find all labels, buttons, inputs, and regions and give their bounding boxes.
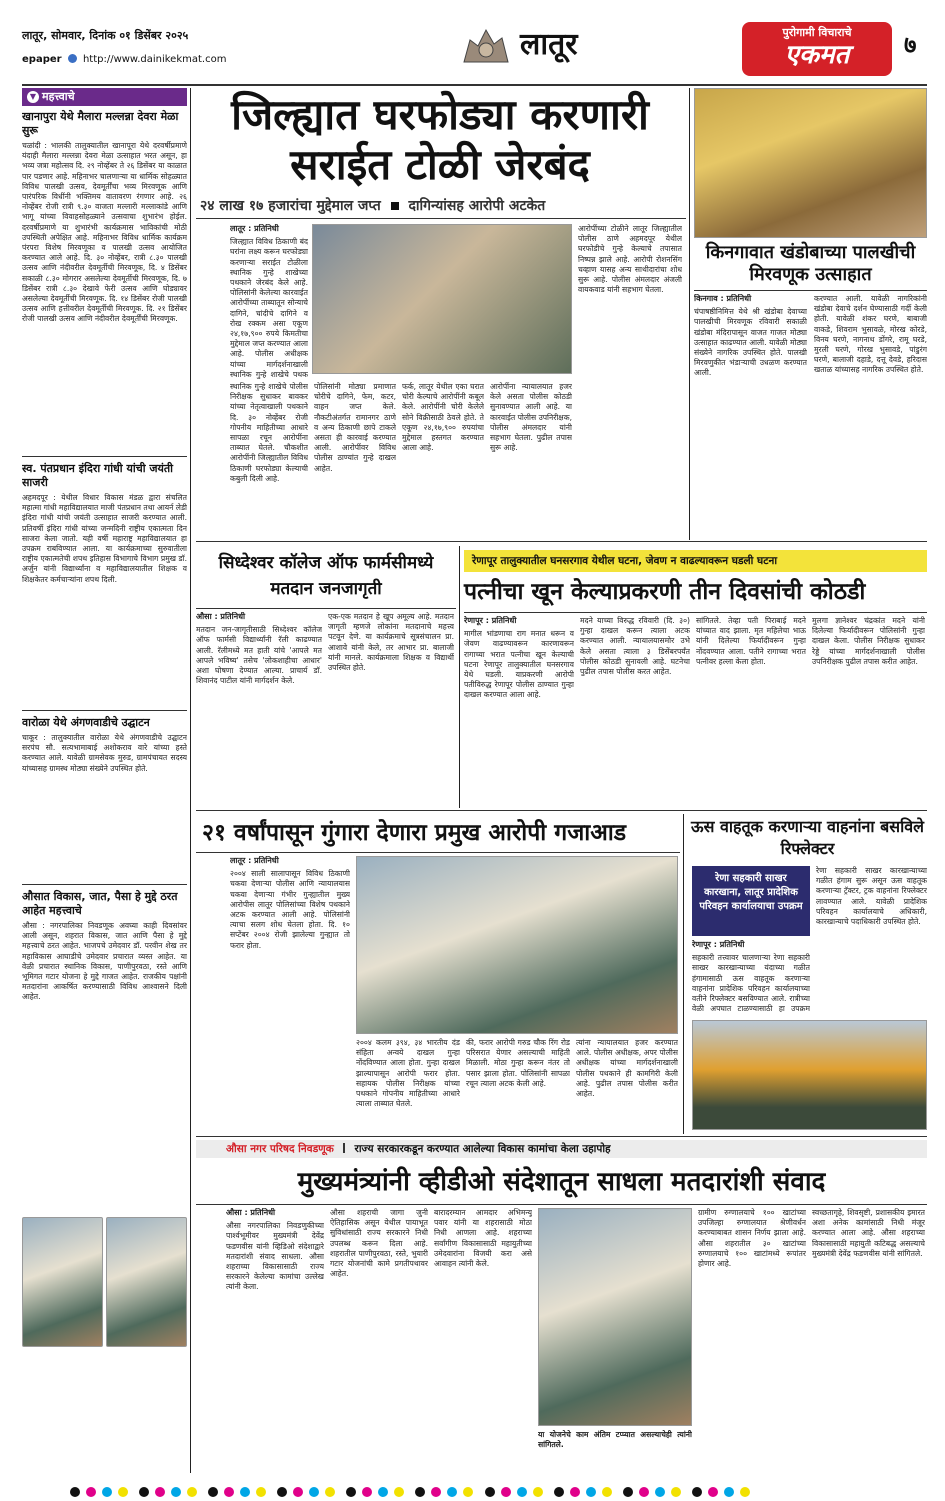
kingaon-col-text: चंपाषष्ठीनिमित्त येथे श्री खंडोबा देवाच्या पालखीची मिरवणूक रविवारी सकाळी खंडोबा मंदिरापासून वाजत गाजत मोठ्या उत्साहात काढण्यात आली. यावेळी मोठ्या संख्येने नागरिक उपस्थित होते. पालखी मिरवणुकीत भंडाऱ्याची उधळण करण्यात आली. — [694, 307, 807, 378]
lead-headline-line-1: जिल्ह्यात घरफोड्या करणारी — [231, 90, 649, 139]
city-title: लातूर — [520, 27, 578, 62]
sidebar-section-label — [22, 88, 187, 106]
kingaon-story — [694, 88, 927, 540]
politician-photo — [22, 1217, 103, 1347]
cm-column — [226, 1208, 324, 1470]
gajaad-column: २००४ कलम ३९४, ३४ भारतीय दंड संहिता अन्वये दाखल गुन्हा नोंदविण्यात आला होता. गुन्हा दाखल झाल्यापासून आरोपी फरार होता. सहायक पोलीस निरीक्षक यांच्या पथकाने गोपनीय माहितीच्या आधारे त्याला ताब्यात घेतले. — [356, 1038, 460, 1109]
globe-icon — [68, 54, 77, 63]
down-arrow-icon: ▼ — [27, 91, 39, 103]
lead-headline-line-2: सराईत टोळी जेरबंद — [290, 140, 590, 189]
cm-column: बारादरम्यान आमदार अभिमन्यू पवार यांनी या शहरासाठी मोठा निधी आणला आहे. शहराच्या सर्वांगीण विकासासाठी महायुतीच्या उमेदवारांना विजयी करा असे आवाहन त्यांनी केले. — [434, 1208, 532, 1269]
renapur-column: सांगितले. तेव्हा पती पिराबाई मदने यांच्यात वाद झाला. मृत महिलेचा भाऊ यांनी दिलेल्या फिर्यादीवरून गुन्हा नोंदवण्यात आला. पतीने रागाच्या भरात पत्नीवर हल्ला केला होता. — [696, 616, 806, 666]
sidebar-item-body: चाकूर : तालुक्यातील वारोळा येथे अंगणवाडीचे उद्घाटन सरपंच सौ. सत्यभामाबाई अशोकराव वारे यांच्या हस्ते करण्यात आले. यावेळी ग्रामसेवक मुरुड, ग्रामपंचायत सदस्य यांच्यासह ग्रामस्थ मोठ्या संख्येने उपस्थित होते. — [22, 733, 187, 773]
brand-logo — [742, 22, 892, 76]
renapur-column — [464, 616, 574, 804]
renapur-kicker: रेणापूर तालुक्यातील घनसरगाव येथील घटना, जेवण न वाढल्यावरून घडली घटना — [464, 550, 927, 572]
sidebar-item — [22, 110, 187, 451]
siddheshwar-headline: सिध्देश्वर कॉलेज ऑफ फार्मसीमध्ये मतदान जनजागृती — [218, 553, 434, 599]
siddheshwar-column — [196, 612, 322, 804]
epaper-line — [22, 54, 226, 65]
square-bullet-icon — [391, 202, 399, 210]
lead-story — [196, 88, 686, 540]
lead-column: स्थानिक गुन्हे शाखेचे पोलीस निरीक्षक सुधाकर बावकर यांच्या नेतृत्वाखाली पथकाने दि. ३० नोव्हेंबर रोजी गोपनीय माहितीच्या आधारे सापळा रचून आरोपींना ताब्यात घेतले. चौकशीत आरोपींनी जिल्ह्यातील विविध ठिकाणी घरफोड्या केल्याची कबुली दिली आहे. — [230, 382, 308, 483]
lead-photo — [312, 224, 572, 374]
arrest-photo — [356, 856, 678, 1034]
sidebar-item-title: स्व. पंतप्रधान इंदिरा गांधी यांची जयंती साजरी — [22, 462, 174, 489]
sidebar-item — [22, 890, 187, 1211]
sidebar-item-body: चळांदी : भालकी तालुक्यातील खानापूरा येथे दरवर्षीप्रमाणे यंदाही मैलारा मल्लन्ना देवरा मेळा उत्साहात भरत असून, हा भव्य जत्रा महोत्सव दि. २९ नोव्हेंबर ते २६ डिसेंबर या काळात पार पडणार आहे. महिनाभर चालणाऱ्या या धार्मिक सोहळ्यात विविध पालखी उत्सव, देवमूर्तींचा भव्य मिरवणूक आणि पारंपरिक विधींनी भक्तिमय वातावरण रंगणार आहे. २६ नोव्हेंबर रोजी रात्री ९.३० वाजता मल्लारी मल्लाकांडे आणि भागू यांच्या विवाहसोहळ्याने उत्सवाचा शुभारंभ होईल. दरवर्षीप्रमाणे या शुभारंभी कार्यक्रमास भाविकांची मोठी उपस्थिती अपेक्षित आहे. महिनाभर विविध धार्मिक कार्यक्रम पंरपरा विशेष मिरवणूका व पालखी उत्सव आयोजित करण्यात आले आहे. दि. ३० नोव्हेंबर, रात्री ८.३० पालखी उत्सव आणि नंदीवरील देवमूर्तीची मिरवणूक, दि. ४ डिसेंबर सकाळी ८.३० मोगरार असलेल्या देवमूर्तीची मिरवणूक, दि. ७ डिसेंबर रात्री ८.३० देखावे फेरी उत्सव आणि घोड्यावर असलेल्या देवमूर्तीची मिरवणूक. दि. १४ डिसेंबर रोजी पालखी उत्सव आणि हत्तीवरील देवमूर्तीची मिरवणूक. दि. २१ डिसेंबर रोजी पालखी उत्सव आणि नंदीवरील देवमूर्तींची मिरवणूक. — [22, 141, 187, 324]
reflector-headline: ऊस वाहतूक करणाऱ्या वाहनांना बसविले रिफ्लेक्टर — [691, 817, 924, 858]
politician-photos — [22, 1217, 187, 1347]
brand-name: एकमत — [784, 40, 850, 70]
truck-photo — [692, 1020, 927, 1130]
reflector-column: रेणा सहकारी साखर कारखान्याच्या गळीत हंगाम सुरू असून ऊस वाहतूक करणाऱ्या ट्रॅक्टर, ट्रक वाहनांना रिफ्लेक्टर लावण्यात आले. यावेळी प्रादेशिक परिवहन कार्यालयाचे अधिकारी, कारखान्याचे पदाधिकारी उपस्थित होते. — [816, 866, 927, 927]
renapur-col-text: मागील भांडणाचा राग मनात धरून व जेवण वाढण्यावरून कारणावरून रागाच्या भरात पत्नीचा खून केल्याची घटना रेणापूर तालुक्यातील घनसरगाव येथे घडली. याप्रकरणी आरोपी पतीविरुद्ध रेणापूर पोलीस ठाण्यात गुन्हा दाखल करण्यात आला आहे. — [464, 629, 574, 700]
renapur-story — [464, 546, 927, 808]
cm-column: औसा शहराची जागा जुनी ऐतिहासिक असून येथील पायाभूत सुविधांसाठी राज्य सरकारने निधी उपलब्ध करून दिला आहे. शहरातील पाणीपुरवठा, रस्ते, भुयारी गटार योजनांची कामे प्रगतीपथावर आहेत. — [330, 1208, 428, 1279]
gajaad-column — [230, 856, 350, 1131]
siddheshwar-story — [196, 546, 456, 808]
politician-photo — [106, 1217, 187, 1347]
page-number: ७ — [904, 31, 917, 59]
cm-byline: औसा : प्रतिनिधी — [226, 1208, 276, 1217]
lead-byline: लातूर : प्रतिनिधी — [230, 224, 279, 233]
brand-tagline: पुरोगामी विचाराचे — [782, 26, 852, 39]
lead-subhead-right: दागिन्यांसह आरोपी अटकेत — [408, 198, 546, 214]
kingaon-column — [694, 294, 807, 532]
reflector-story — [688, 814, 927, 1134]
sidebar-item-body: औसा : नगरपालिका निवडणूक अवघ्या काही दिवसांवर आली असून, शहरात विकास, जात आणि पैसा हे मुद्दे महत्त्वाचे ठरत आहेत. भाजपचे उमेदवार डॉ. परवीन शेख तर महाविकास आघाडीचे उमेदवार प्रचारात व्यस्त आहेत. या वेळी प्रचारात स्थानिक विकास, पाणीपुरवठा, रस्ते आणि भूमिगत गटार योजना हे मुद्दे गाजत आहेत. राजकीय पक्षांनी मतदारांना आकर्षित करण्यासाठी विविध आश्वासने दिली आहेत. — [22, 921, 187, 1002]
ausa-bar-label: औसा नगर परिषद निवडणूक — [226, 1143, 334, 1155]
renapur-byline: रेणापूर : प्रतिनिधी — [464, 616, 517, 625]
sidebar-item-title: खानापुरा येथे मैलारा मल्लन्ना देवरा मेळा सुरू — [22, 110, 179, 137]
sidebar-item-title: औसात विकास, जात, पैसा हे मुद्दे ठरत आहेत महत्त्वाचे — [22, 890, 178, 917]
cm-photo — [538, 1208, 692, 1426]
epaper-label: epaper — [22, 54, 62, 65]
dateline: लातूर, सोमवार, दिनांक ०१ डिसेंबर २०२५ — [22, 29, 189, 42]
gajaad-column: त्यांना न्यायालयात हजर करण्यात आले. पोलीस अधीक्षक, अपर पोलीस अधीक्षक यांच्या मार्गदर्शनाखाली पोलीस पथकाने ही कामगिरी केली आहे. पुढील तपास पोलीस करीत आहेत. — [576, 1038, 678, 1099]
lead-column — [578, 224, 682, 379]
site-url[interactable]: http://www.dainikekmat.com — [82, 54, 227, 65]
lead-subhead — [200, 196, 680, 215]
siddheshwar-col-text: मतदान जन-जागृतीसाठी सिध्देश्वर कॉलेज ऑफ फार्मसी विद्यार्थ्यांनी रॅली काढण्यात आली. रॅलीमध्ये मत हाती यांचे 'आपले मत आपले भविष्य' तसेच 'लोकशाहीचा आधार' अशा घोषणा देण्यात आल्या. प्राचार्य डॉ. शिवानंद पाटील यांनी मार्गदर्शन केले. — [196, 625, 322, 686]
kingaon-byline: किनगाव : प्रतिनिधी — [694, 294, 752, 303]
lead-column — [230, 224, 308, 379]
lead-col-text: जिल्ह्यात विविध ठिकाणी बंद घरांना लक्ष्य करून घरफोड्या करणाऱ्या सराईत टोळीला स्थानिक गुन्हे शाखेच्या पथकाने जेरबंद केले आहे. पोलिसांनी केलेल्या कारवाईत आरोपींच्या ताब्यातून सोन्याचे दागिने, चांदीचे दागिने व रोख रक्कम असा एकूण २४,१७,९०० रुपये किमतीचा मुद्देमाल जप्त करण्यात आला आहे. पोलीस अधीक्षक यांच्या मार्गदर्शनाखाली स्थानिक गुन्हे शाखेचे पथक — [230, 237, 308, 379]
cm-story — [196, 1162, 927, 1472]
renapur-headline: पत्नीचा खून केल्याप्रकरणी तीन दिवसांची कोठडी — [464, 579, 866, 605]
sidebar-item-title: वारोळा येथे अंगणवाडीचे उद्घाटन — [22, 716, 150, 729]
cm-headline: मुख्यमंत्र्यांनी व्हीडीओ संदेशातून साधला मतदारांशी संवाद — [297, 1167, 826, 1197]
siddheshwar-column: एक-एक मतदान हे खूप अमूल्य आहे. मतदान जागृती म्हणजे लोकांना मतदानाचे महत्त्व पटवून देणे. या कार्यक्रमाचे सूत्रसंचालन प्रा. आशावे यांनी केले, तर आभार प्रा. बालाजी यांनी मानले. कार्यक्रमाला शिक्षक व विद्यार्थी उपस्थित होते. — [328, 612, 454, 673]
cm-column: ग्रामीण रुग्णालयाचे १०० खाटांच्या उपजिल्हा रुग्णालयात श्रेणीवर्धन करण्याबाबत शासन निर्णय झाला आहे. औसा शहरातील ३० खाटांच्या रुग्णालयाचे १०० खाटांमध्ये रूपांतर होणार आहे. — [698, 1208, 806, 1269]
registration-marks — [70, 1482, 875, 1494]
sidebar-item — [22, 716, 187, 879]
lead-subhead-left: २४ लाख १७ हजारांचा मुद्देमाल जप्त — [200, 198, 381, 214]
bar-separator — [343, 1143, 345, 1153]
procession-photo — [694, 88, 927, 238]
reflector-col-text: सहकारी तत्त्वावर चालणाऱ्या रेणा सहकारी साखर कारखान्याच्या यंदाच्या गळीत हंगामासाठी ऊस वाहतूक करणाऱ्या वाहनांना प्रादेशिक परिवहन कार्यालयाच्या वतीने रिफ्लेक्टर बसविण्यात आले. रात्रीच्या वेळी अपघात टाळण्यासाठी हा उपक्रम — [692, 953, 810, 1014]
reflector-box: रेणा सहकारी साखर कारखाना, लातूर प्रादेशिक परिवहन कार्यालयाचा उपक्रम — [692, 866, 810, 936]
sidebar — [22, 88, 187, 1473]
cm-photo-caption: या योजनेचे काम अंतिम टप्प्यात असल्याचेही त्यांनी सांगितले. — [538, 1430, 692, 1450]
district-emblem — [458, 22, 514, 70]
lead-col-text: आरोपींच्या टोळीने लातूर जिल्ह्यातील पोलीस ठाणे अहमदपूर येथील घरफोडीचे गुन्हे केल्याचे तपासात निष्पन्न झाले आहे. आरोपी रोशनसिंग चव्हाण यासह अन्य साथीदारांचा शोध सुरू आहे. पोलीस अंमलदार अंजली वायकवाड यांनी सहभाग घेतला. — [578, 224, 682, 295]
reflector-column — [692, 940, 810, 1016]
gajaad-story — [196, 814, 680, 1134]
gajaad-headline: २१ वर्षांपासून गुंगारा देणारा प्रमुख आरोपी गजाआड — [202, 820, 627, 846]
lead-column: पोलिसांनी मोठ्या प्रमाणात चोरीचे दागिने, फेम, कटर, वाहन जप्त केले. नौकटीअंतर्गत रामानगर ठाणे व अन्य ठिकाणी छापे टाकले असता ही कारवाई करण्यात आली. आरोपींवर विविध पोलीस ठाण्यांत गुन्हे दाखल आहेत. — [314, 382, 396, 473]
sidebar-item-body: अहमदपूर : येथील विधार विकास मंडळ द्वारा संचलित महात्मा गांधी महाविद्यालयात माजी पंतप्रधान तथा आयर्न लेडी इंदिरा गांधी यांची जयंती उत्साहात साजरी करण्यात आली. प्रतिवर्षी इंदिरा गांधी यांच्या जन्मदिनी राष्ट्रीय एकात्मता दिन साजरा केला जातो. यही वर्षी महाराष्ट्र महाविद्यालयात हा उपक्रम राबविण्यात आला. या कार्यक्रमाच्या सुरुवातीला राष्ट्रीय एकात्मतेची शपथ इतिहास विभागाचे विभाग प्रमुख डॉ. अर्जुन यांनी विद्यार्थ्यांना व महाविद्यालयातील शिक्षक व शिक्षकेतर कर्मचाऱ्यांना शपथ दिली. — [22, 493, 187, 584]
siddheshwar-byline: औसा : प्रतिनिधी — [196, 612, 246, 621]
lead-column: आरोपींना न्यायालयात हजर केले असता पोलीस कोठडी सुनावण्यात आली आहे. या कारवाईत पोलीस उपनिरीक्षक, पोलीस अंमलदार यांनी सहभाग घेतला. पुढील तपास सुरू आहे. — [490, 382, 572, 453]
kingaon-column: करण्यात आली. यावेळी नागरिकांनी खंडोबा देवाचे दर्शन घेण्यासाठी गर्दी केली होती. यावेळी शंकर घरणे, बाबाजी वाकडे, शिवराम भुसावळे, मोरख कोरडे, विनय घरणे, नागनाथ डोंगरे, रामू घरडे, मुरली घरणे, गोरख भुसावडे, पांडुरंग घरणे, बालाजी दहाडे, दत्तू देवडे, हरिदास खताळ यांच्यासह नागरिक उपस्थित होते. — [814, 294, 927, 375]
renapur-column: मदने याच्या विरुद्ध रविवारी (दि. ३०) गुन्हा दाखल करून त्याला अटक करण्यात आली. न्यायालयासमोर उभे केले असता त्याला ३ डिसेंबरपर्यंत पोलीस कोठडी सुनावली आहे. घटनेचा पुढील तपास पोलीस करत आहेत. — [580, 616, 690, 677]
renapur-column: मुलगा ज्ञानेश्वर चंद्रकांत मदने यांनी दिलेल्या फिर्यादीवरून पोलिसांनी गुन्हा दाखल केला. पोलीस निरीक्षक सुधाकर रेड्डे यांच्या मार्गदर्शनाखाली पोलीस उपनिरीक्षक पुढील तपास करीत आहेत. — [812, 616, 925, 666]
sidebar-label-text: महत्त्वाचे — [42, 90, 75, 103]
reflector-byline: रेणापूर : प्रतिनिधी — [692, 940, 745, 949]
gajaad-col-text: २००४ साली सालापासून विविध ठिकाणी चकवा देणाऱ्या पोलीस आणि न्यायालयास चकवा देणाऱ्या गंभीर गुन्ह्यातील मुख्य आरोपीस लातूर पोलिसांच्या विशेष पथकाने अटक करण्यात आली आहे. पोलिसांनी त्याचा सलग शोध घेतला होता. दि. १० सप्टेंबर २००४ रोजी झालेल्या गुन्ह्यात तो फरार होता. — [230, 869, 350, 950]
gajaad-byline: लातूर : प्रतिनिधी — [230, 856, 279, 865]
ausa-bar — [196, 1140, 927, 1158]
kingaon-headline: किनगावात खंडोबाच्या पालखीची मिरवणूक उत्साहात — [705, 242, 916, 285]
cm-col-text: औसा नगरपालिका निवडणुकीच्या पार्श्वभूमीवर मुख्यमंत्री देवेंद्र फडणवीस यांनी व्हिडिओ संदेशाद्वारे मतदारांशी संवाद साधला. औसा शहराच्या विकासासाठी राज्य सरकारने केलेल्या कामांचा उल्लेख त्यांनी केला. — [226, 1221, 324, 1292]
sidebar-item — [22, 462, 187, 705]
gajaad-column: की, फरार आरोपी गरुड चौक रिंग रोड परिसरात येणार असल्याची माहिती मिळाली. मोठा गुन्हा करून नंतर तो पसार झाला होता. पोलिसांनी सापळा रचून त्याला अटक केली आहे. — [466, 1038, 570, 1088]
lead-column: फर्क, लातूर येथील एका घरात चोरी केल्याचे आरोपींनी कबूल केले. आरोपींनी चोरी केलेले सोने विक्रीसाठी ठेवले होते. ते एकूण २४,१७,९०० रुपयांचा मुद्देमाल हस्तगत करण्यात आला आहे. — [402, 382, 484, 453]
masthead — [22, 22, 927, 82]
cm-column: स्वच्छतागृहे, शिवसृष्टी, प्रशासकीय इमारत अशा अनेक कामांसाठी निधी मंजूर करण्यात आला आहे. औसा शहराच्या विकासासाठी महायुती कटिबद्ध असल्याचे मुख्यमंत्री देवेंद्र फडणवीस यांनी सांगितले. — [812, 1208, 925, 1258]
ausa-bar-text: राज्य सरकारकडून करण्यात आलेल्या विकास कामांचा केला उहापोह — [354, 1143, 611, 1155]
